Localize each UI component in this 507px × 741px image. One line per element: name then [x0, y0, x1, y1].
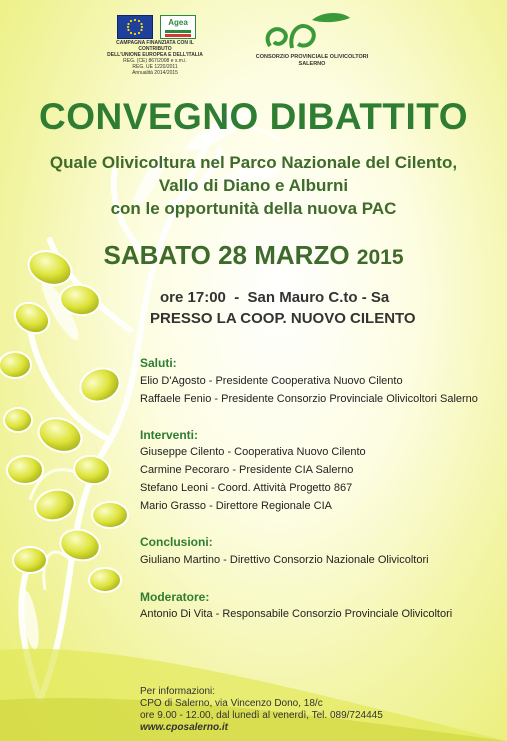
- funding-line: REG. UE 1220/2011: [132, 64, 178, 70]
- section-heading-saluti: Saluti:: [140, 356, 177, 370]
- event-date: [0, 240, 507, 271]
- funding-line: Annualità 2014/2015: [132, 70, 178, 76]
- program-item: Antonio Di Vita - Responsabile Consorzio Provinciale Olivicoltori: [140, 608, 453, 620]
- consortium-line: SALERNO: [298, 61, 326, 67]
- consortium-logo-icon: [262, 10, 352, 52]
- footer-hours: ore 9.00 - 12.00, dal lunedì al venerdì, Tel. 089/724445: [140, 710, 383, 721]
- program-item: Elio D'Agosto - Presidente Cooperativa Nuovo Cilento: [140, 375, 403, 387]
- consortium-name: [252, 54, 372, 68]
- funding-line: DELL'UNIONE EUROPEA E DELL'ITALIA: [107, 52, 203, 58]
- funding-notice: [100, 40, 210, 76]
- footer-website[interactable]: www.cposalerno.it: [140, 722, 228, 733]
- footer-address: CPO di Salerno, via Vincenzo Dono, 18/c: [140, 698, 323, 709]
- program-item: Carmine Pecoraro - Presidente CIA Salerno: [140, 464, 354, 476]
- section-heading-interventi: Interventi:: [140, 428, 199, 442]
- program-item: Giuseppe Cilento - Cooperativa Nuovo Cilento: [140, 446, 366, 458]
- footer-label: Per informazioni:: [140, 686, 216, 697]
- subtitle-line: Quale Olivicoltura nel Parco Nazionale del Cilento,: [49, 153, 458, 172]
- funding-line: REG. (CE) 867/2008 e s.m.i.: [123, 58, 187, 64]
- program-item: Mario Grasso - Direttore Regionale CIA: [140, 500, 332, 512]
- section-heading-moderatore: Moderatore:: [140, 590, 210, 604]
- page-title: CONVEGNO DIBATTITO: [38, 96, 469, 137]
- eu-flag-icon: [117, 15, 153, 39]
- program-item: Raffaele Fenio - Presidente Consorzio Provinciale Olivicoltori Salerno: [140, 393, 478, 405]
- agea-logo-icon: [160, 15, 196, 39]
- program-item: Stefano Leoni - Coord. Attività Progetto 867: [140, 482, 353, 494]
- event-venue: PRESSO LA COOP. NUOVO CILENTO: [150, 310, 416, 327]
- consortium-line: CONSORZIO PROVINCIALE OLIVICOLTORI: [255, 54, 369, 60]
- program-item: Giuliano Martino - Direttivo Consorzio Nazionale Olivicoltori: [140, 554, 429, 566]
- event-date-year: 2015: [356, 246, 404, 269]
- subtitle-line: Vallo di Diano e Alburni: [158, 176, 349, 195]
- funding-line: CAMPAGNA FINANZIATA CON IL CONTRIBUTO: [116, 40, 194, 52]
- subtitle-line: con le opportunità della nuova PAC: [110, 199, 397, 218]
- event-date-day: SABATO 28 MARZO: [103, 240, 350, 270]
- footer-info: [140, 686, 383, 734]
- section-heading-conclusioni: Conclusioni:: [140, 535, 213, 549]
- agea-label: Agea: [168, 18, 188, 27]
- event-time-place: ore 17:00 - San Mauro C.to - Sa: [160, 289, 390, 306]
